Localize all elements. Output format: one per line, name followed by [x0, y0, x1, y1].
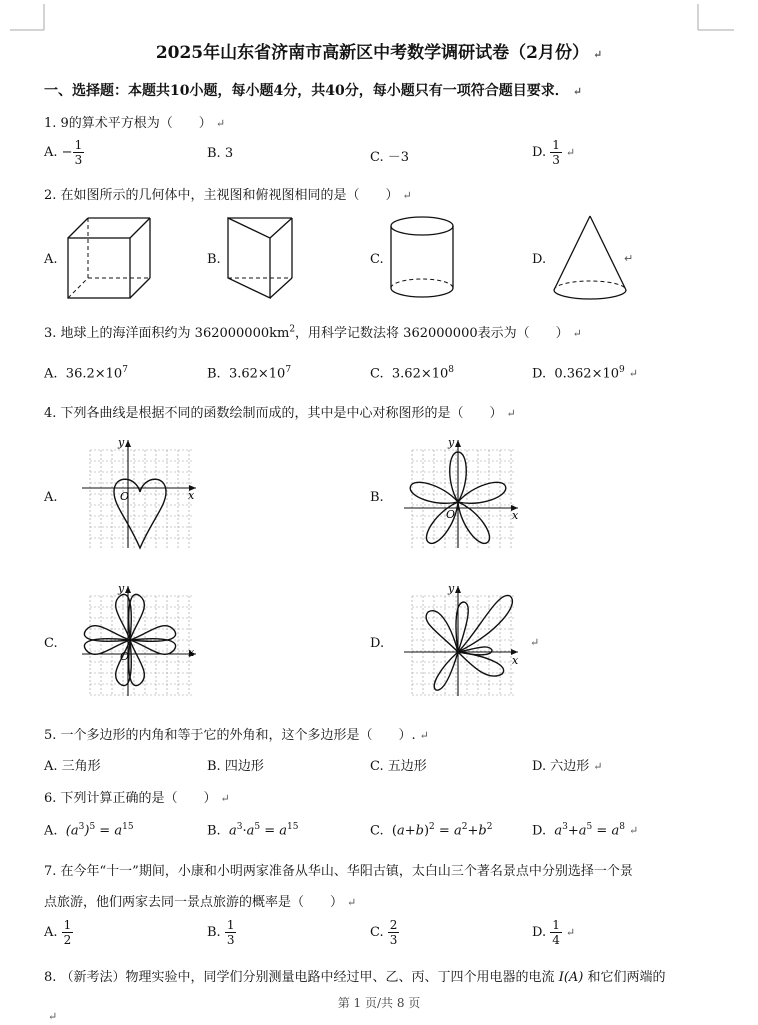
question-4-option-d[interactable]: D. — [370, 636, 385, 651]
question-6-option-b[interactable]: B. $a^3\cdot a^5 = a^{15}$ — [207, 822, 299, 839]
cylinder-figure — [386, 214, 462, 304]
question-7-stem-line1: 7. 在今年“十一”期间，小康和小明两家准备从华山、华阳古镇，太白山三个著名景点中分别选择一个景 — [44, 864, 633, 879]
question-7-option-c[interactable]: C. $\frac{2}{3}$ — [370, 918, 398, 947]
question-7-option-a[interactable]: A. $\frac{1}{2}$ — [44, 918, 72, 947]
question-2-option-c[interactable]: C. — [370, 252, 384, 267]
graph-d-y-label: y — [448, 582, 455, 595]
question-5-option-a[interactable]: A. 三角形 — [44, 759, 101, 774]
svg-text:↵: ↵ — [624, 252, 634, 265]
question-6-option-d[interactable]: D. $a^3+a^5 = a^8$ ↵ — [532, 822, 639, 839]
question-5-option-b[interactable]: B. 四边形 — [207, 759, 264, 774]
graph-a-y-label: y — [118, 436, 125, 449]
graph-c-y-label: y — [118, 582, 125, 595]
question-8-stem: 8. （新考法）物理实验中，同学们分别测量电路中经过甲、乙、丙、丁四个用电器的电流 I(A) 和它们两端的 — [44, 970, 666, 985]
question-1-option-d[interactable]: D. $\frac{1}{3}$ ↵ — [532, 138, 576, 167]
graph-b-flower — [400, 436, 524, 552]
corner-mark-right — [690, 0, 750, 40]
graph-a-x-label: x — [188, 489, 195, 502]
question-5-option-d[interactable]: D. 六边形 ↵ — [532, 759, 603, 774]
graph-a-origin: O — [120, 490, 130, 503]
question-1-option-c[interactable]: C. －3 — [370, 150, 410, 165]
graph-c-origin: O — [120, 650, 130, 663]
graph-c-x-label: x — [188, 646, 195, 659]
question-3-option-d[interactable]: D. $0.362\times 10^9$ ↵ — [532, 365, 638, 382]
question-3-option-c[interactable]: C. $3.62\times 10^8$ — [370, 365, 455, 382]
question-4-option-c[interactable]: C. — [44, 636, 58, 651]
corner-mark-left — [0, 0, 60, 40]
question-2-option-b[interactable]: B. — [207, 252, 221, 267]
graph-d-lobes — [400, 582, 524, 700]
graph-a-heart — [78, 436, 202, 552]
page-title: 2025年山东省济南市高新区中考数学调研试卷（2月份） ↵ — [155, 43, 603, 63]
question-2-stem: 2. 在如图所示的几何体中，主视图和俯视图相同的是（ ） ↵ — [44, 188, 412, 203]
question-5-option-c[interactable]: C. 五边形 — [370, 759, 427, 774]
return-mark: ↵ — [530, 636, 540, 649]
question-1-option-a[interactable]: A. − $\frac{1}{3}$ — [44, 138, 83, 167]
question-4-option-a[interactable]: A. — [44, 490, 58, 505]
cone-figure — [550, 212, 640, 304]
question-1-stem: 1. 9的算术平方根为（ ） ↵ — [44, 116, 226, 131]
cube-figure — [62, 214, 158, 302]
page-footer: 第 1 页/共 8 页 — [337, 996, 421, 1010]
question-2-option-d[interactable]: D. — [532, 252, 547, 267]
question-4-stem: 4. 下列各曲线是根据不同的函数绘制而成的，其中是中心对称图形的是（ ） ↵ — [44, 406, 516, 421]
question-4-option-b[interactable]: B. — [370, 490, 384, 505]
graph-b-x-label: x — [512, 509, 519, 522]
section-heading: 一、选择题：本题共10小题，每小题4分，共40分，每小题只有一项符合题目要求． ↵ — [44, 83, 582, 99]
graph-d-x-label: x — [512, 654, 519, 667]
question-7-stem-line2: 点旅游，他们两家去同一景点旅游的概率是（ ） ↵ — [44, 895, 357, 910]
question-6-stem: 6. 下列计算正确的是（ ） ↵ — [44, 791, 230, 806]
question-7-option-b[interactable]: B. $\frac{1}{3}$ — [207, 918, 235, 947]
question-6-option-c[interactable]: C. $(a+b)^2 = a^2+b^2$ — [370, 822, 493, 839]
question-5-stem: 5. 一个多边形的内角和等于它的外角和，这个多边形是（ ）. ↵ — [44, 728, 429, 743]
question-6-option-a[interactable]: A. $(a^3)^5 = a^{15}$ — [44, 822, 134, 839]
question-2-option-a[interactable]: A. — [44, 252, 58, 267]
return-mark: ↵ — [48, 1010, 58, 1023]
question-3-stem: 3. 地球上的海洋面积约为 $362000000km^2$，用科学记数法将 362000000表示为（ ） ↵ — [44, 324, 582, 341]
question-3-option-b[interactable]: B. $3.62\times 10^7$ — [207, 365, 292, 382]
question-7-option-d[interactable]: D. $\frac{1}{4}$ ↵ — [532, 918, 576, 947]
triangular-prism-figure — [222, 214, 302, 304]
graph-b-origin: O — [446, 508, 456, 521]
graph-c-clover — [78, 582, 202, 700]
graph-b-y-label: y — [448, 436, 455, 449]
question-3-option-a[interactable]: A. $36.2\times 10^7$ — [44, 365, 128, 382]
question-1-option-b[interactable]: B. 3 — [207, 146, 234, 161]
